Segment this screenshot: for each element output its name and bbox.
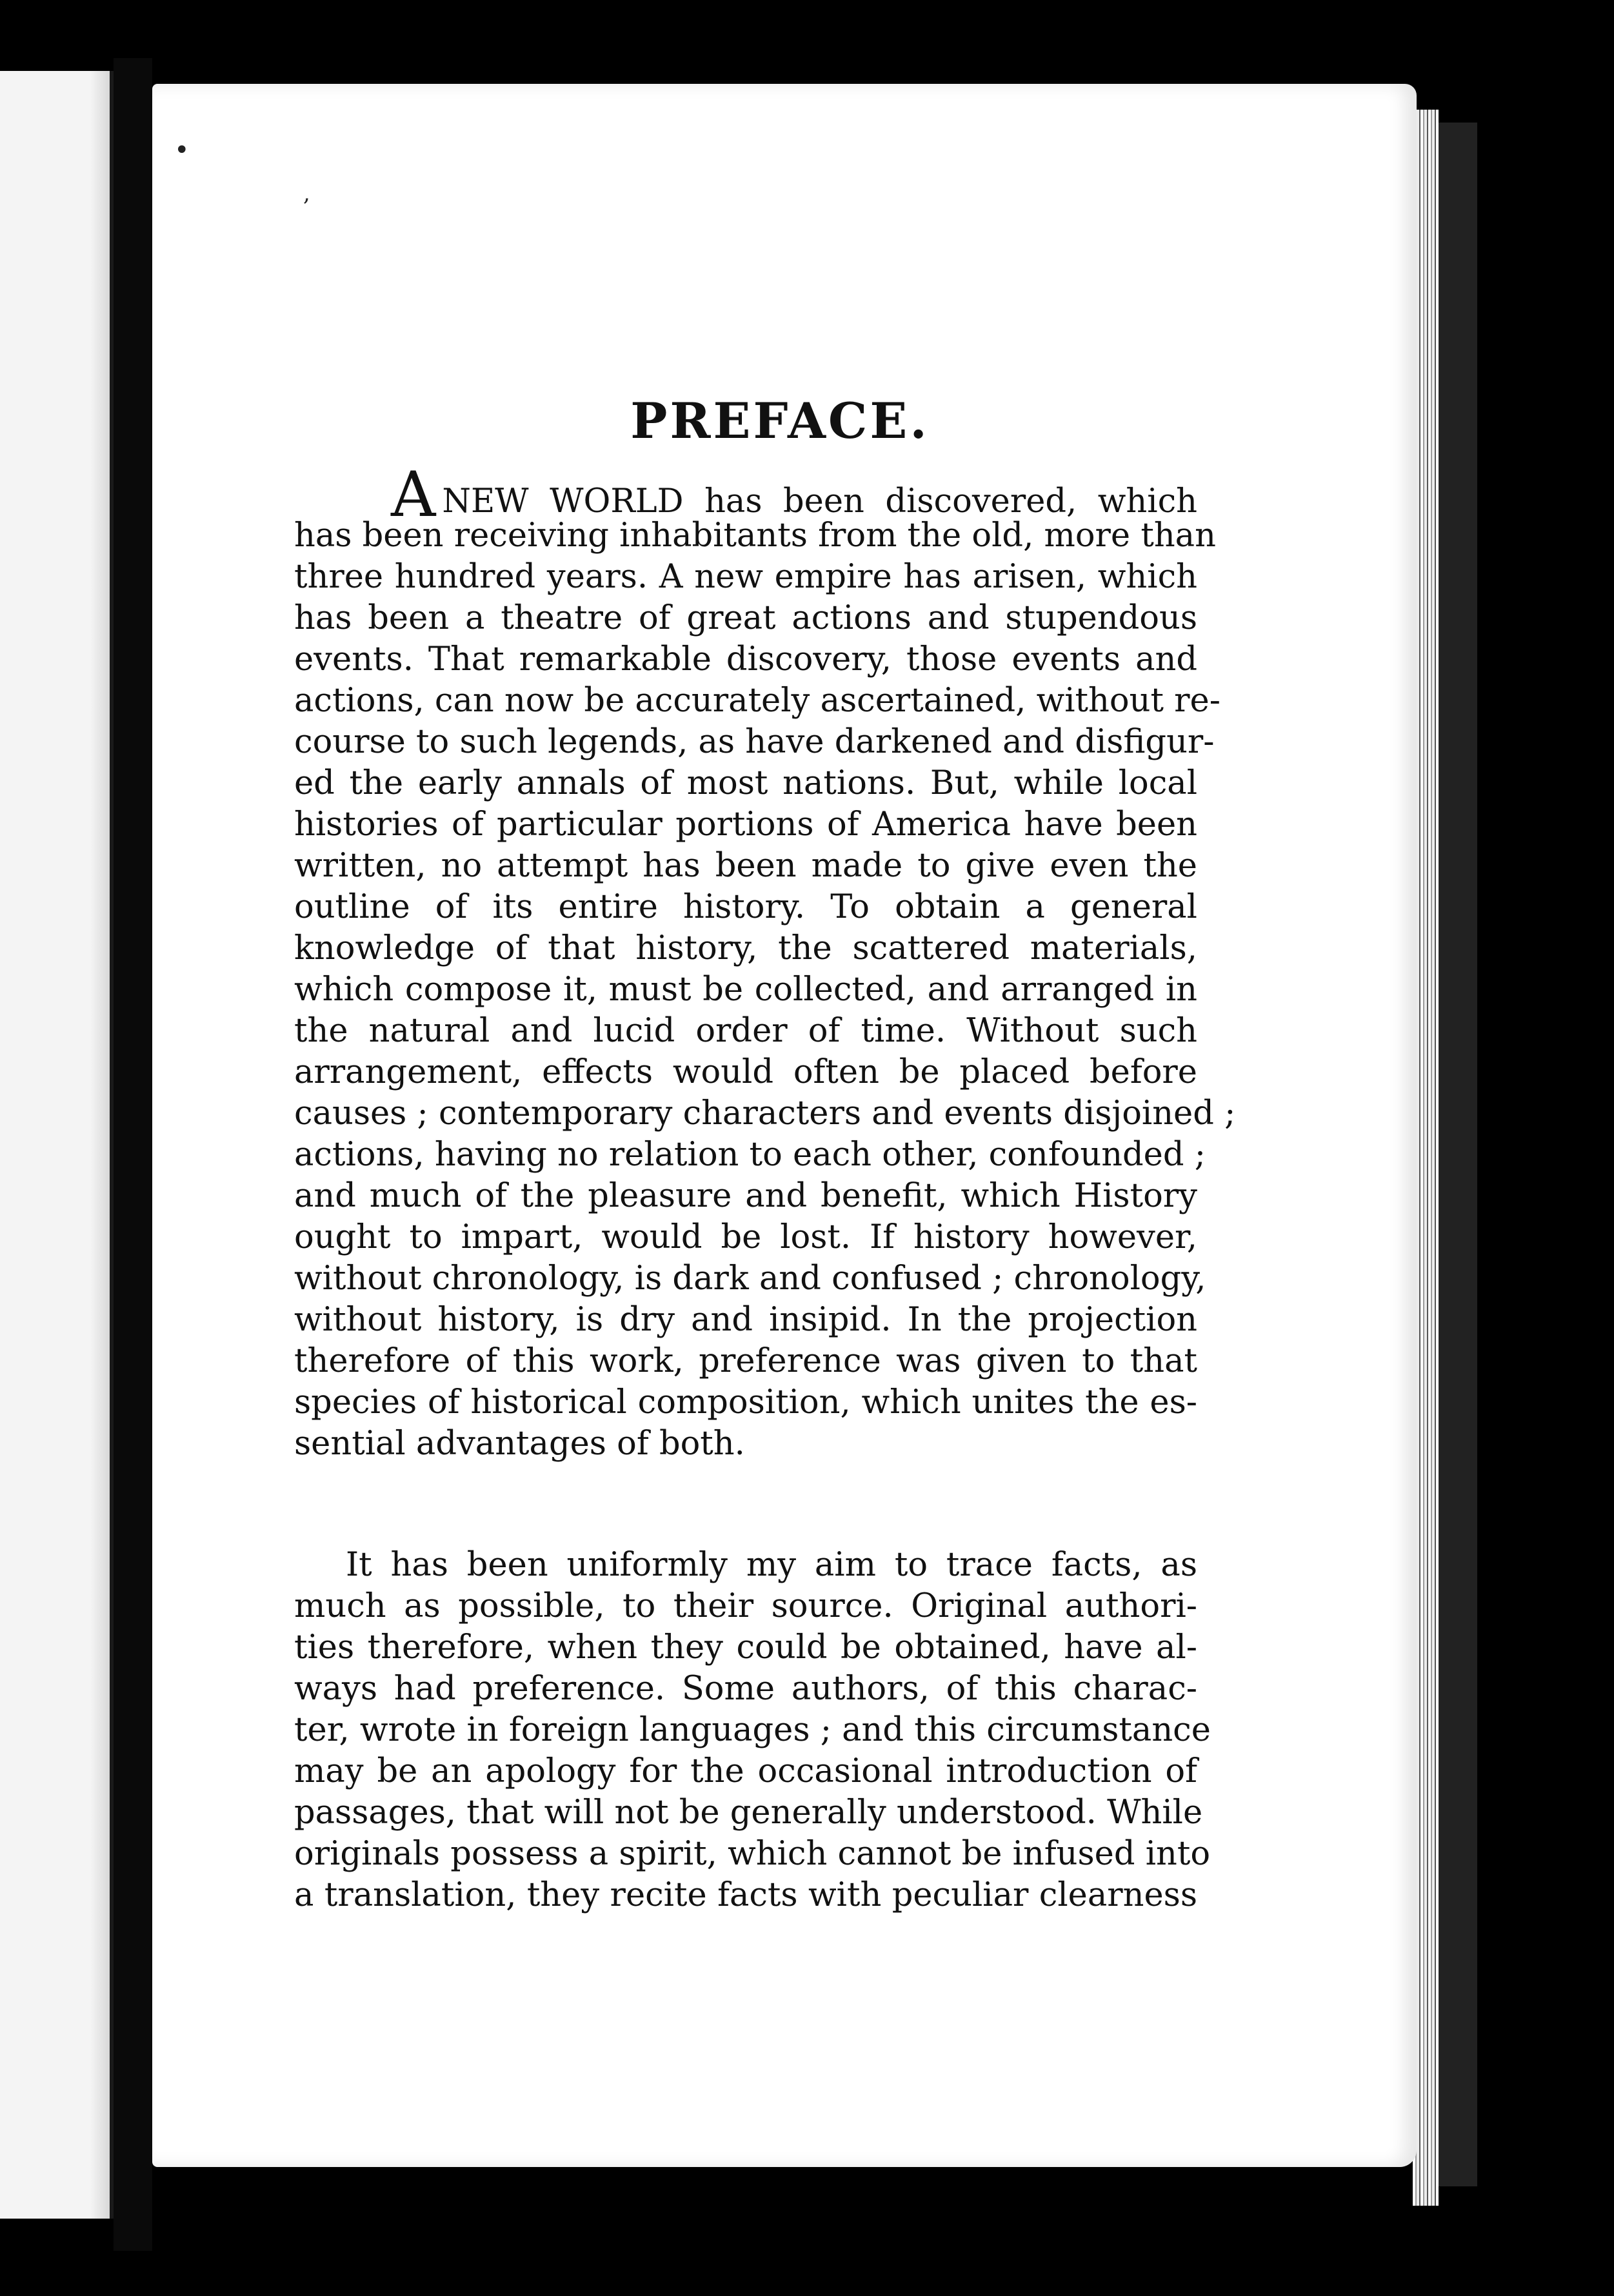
paragraph-line: has been a theatre of great actions and stupendous — [294, 599, 1197, 637]
paragraph-line: ter, wrote in foreign languages ; and this circumstance — [294, 1711, 1211, 1749]
paragraph-line: ties therefore, when they could be obtained, have al- — [294, 1628, 1197, 1667]
paragraph-line: and much of the pleasure and benefit, which History — [294, 1177, 1197, 1215]
paragraph-line: outline of its entire history. To obtain a general — [294, 888, 1197, 926]
paragraph-line: arrangement, effects would often be placed before — [294, 1053, 1197, 1091]
page-title: PREFACE. — [630, 392, 930, 450]
lead-words: NEW WORLD — [442, 482, 684, 520]
paragraph-line: events. That remarkable discovery, those events and — [294, 640, 1197, 678]
paragraph-line: three hundred years. A new empire has arisen, which — [294, 558, 1197, 596]
paragraph-line: the natural and lucid order of time. Without such — [294, 1012, 1197, 1050]
paragraph-line: species of historical composition, which unites the es- — [294, 1383, 1197, 1421]
paragraph-line: actions, having no relation to each other, confounded ; — [294, 1136, 1206, 1174]
paragraph-line: knowledge of that history, the scattered materials, — [294, 929, 1197, 967]
paragraph-2 — [294, 1545, 1211, 1916]
paragraph-line: much as possible, to their source. Original authori- — [294, 1587, 1197, 1625]
line-text: has been discovered, which — [683, 482, 1197, 520]
paragraph-line: therefore of this work, preference was given to that — [294, 1342, 1197, 1380]
drop-cap: A — [391, 459, 436, 531]
paragraph-line: histories of particular portions of America have been — [294, 806, 1197, 844]
ink-mark: , — [303, 181, 310, 206]
paragraph-line: has been receiving inhabitants from the old, more than — [294, 517, 1216, 555]
paragraph-line: a translation, they recite facts with peculiar clearness — [294, 1876, 1197, 1914]
paragraph-line: passages, that will not be generally understood. While — [294, 1794, 1203, 1832]
paragraph-line: ways had preference. Some authors, of this charac- — [294, 1670, 1197, 1708]
paragraph-line: course to such legends, as have darkened and disfigur- — [294, 723, 1215, 761]
paragraph-line: which compose it, must be collected, and arranged in — [294, 971, 1197, 1009]
paragraph-line: originals possess a spirit, which cannot be infused into — [294, 1835, 1211, 1873]
paragraph-line: causes ; contemporary characters and events disjoined ; — [294, 1094, 1236, 1133]
paragraph-line: sential advantages of both. — [294, 1425, 745, 1463]
paragraph-line: ed the early annals of most nations. But, while local — [294, 764, 1197, 802]
paragraph-line: written, no attempt has been made to give even the — [294, 847, 1197, 885]
paragraph-line: ought to impart, would be lost. If history however, — [294, 1218, 1197, 1256]
book-gutter — [114, 58, 152, 2251]
paragraph-line: It has been uniformly my aim to trace facts, as — [346, 1546, 1197, 1584]
paragraph-line: without chronology, is dark and confused ; chronology, — [294, 1260, 1206, 1298]
paragraph-line: may be an apology for the occasional introduction of — [294, 1752, 1197, 1790]
paragraph-line — [391, 459, 1197, 531]
ink-speck: • — [174, 135, 190, 165]
paragraph-line: without history, is dry and insipid. In the projection — [294, 1301, 1197, 1339]
paragraph-1 — [294, 459, 1236, 1465]
paragraph-line: actions, can now be accurately ascertained, without re- — [294, 682, 1220, 720]
